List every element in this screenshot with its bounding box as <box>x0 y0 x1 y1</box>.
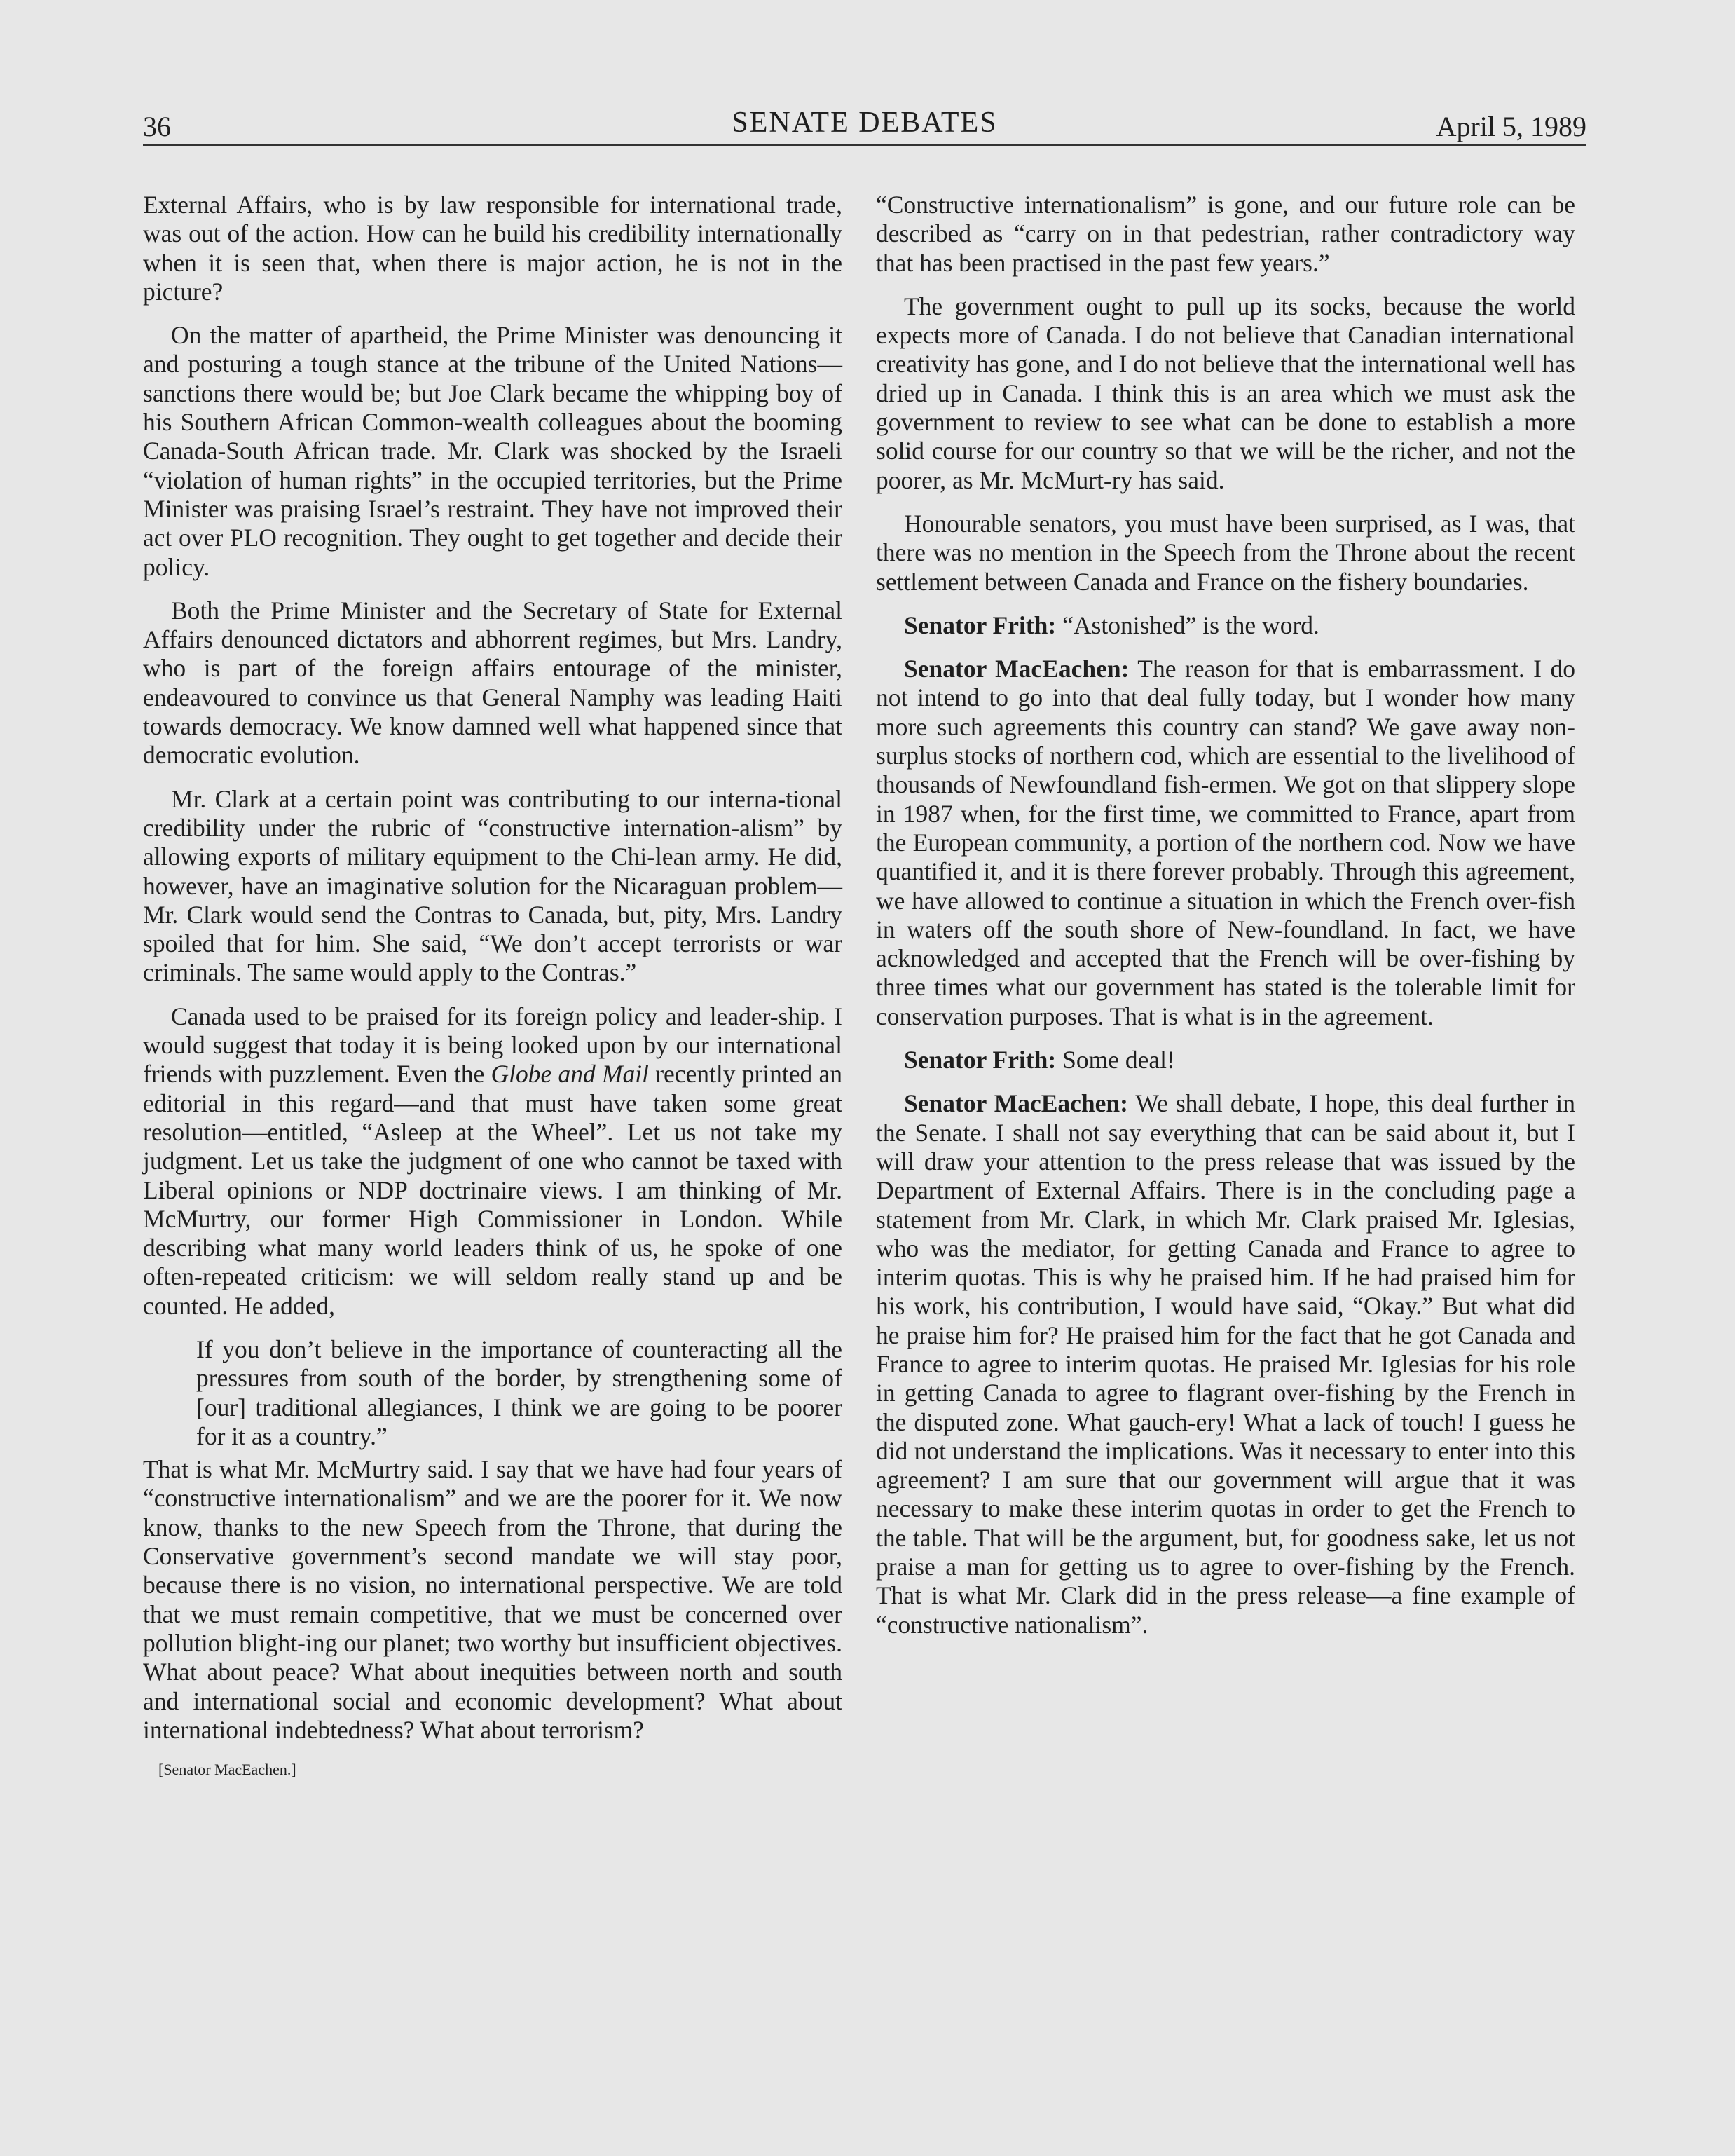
paragraph: The government ought to pull up its socks, because the world expects more of Canada. I do not believe that Canadian international creativity has gone, and I do not believe that the international well has dried up in Canada. I think this is an area which we must ask the government to review to see what can be done to establish a more solid course for our country so that we will be the richer, and not the poorer, as Mr. McMurt-ry has said. <box>876 292 1575 494</box>
speaker-statement <box>876 1046 1575 1074</box>
paragraph: External Affairs, who is by law responsible for international trade, was out of the action. How can he build his credibility internationally when it is seen that, when there is major action, he is not in the picture? <box>143 191 842 306</box>
paragraph: Mr. Clark at a certain point was contributing to our interna-tional credibility under the rubric of “constructive internation-alism” by allowing exports of military equipment to the Chi-lean army. He did, however, have an imaginative solution for the Nicaraguan problem—Mr. Clark would send the Contras to Canada, but, pity, Mrs. Landry spoiled that for him. She said, “We don’t accept terrorists or war criminals. The same would apply to the Contras.” <box>143 784 842 987</box>
paragraph: Honourable senators, you must have been surprised, as I was, that there was no mention in the Speech from the Throne about the recent settlement between Canada and France on the fishery boundaries. <box>876 509 1575 596</box>
statement-text: “Astonished” is the word. <box>1056 610 1319 639</box>
block-quote <box>196 1335 842 1451</box>
left-column <box>143 191 842 1780</box>
right-column <box>876 191 1575 1654</box>
issue-date: April 5, 1989 <box>1436 111 1586 142</box>
header-rule <box>143 144 1586 146</box>
paragraph: That is what Mr. McMurtry said. I say that we have had four years of “constructive internationalism” and we are the poorer for it. We now know, thanks to the new Speech from the Throne, that during the Conservative government’s second mandate we will stay poor, because there is no vision, no international perspective. We are told that we must remain competitive, that we must be concerned over pollution blight-ing our planet; two worthy but insufficient objectives. What about peace? What about inequities between north and south and international social and economic development? What about international indebtedness? What about terrorism? <box>143 1455 842 1744</box>
speaker-note: [Senator MacEachen.] <box>158 1761 296 1779</box>
speaker-statement <box>876 655 1575 1031</box>
speaker-name: Senator MacEachen: <box>904 655 1130 683</box>
statement-text: Some deal! <box>1056 1046 1175 1074</box>
paragraph: On the matter of apartheid, the Prime Minister was denouncing it and posturing a tough stance at the tribune of the United Nations—sanctions there would be; but Joe Clark became the whipping boy of his Southern African Common-wealth colleagues about the booming Canada-South African trade. Mr. Clark was shocked by the Israeli “violation of human rights” in the occupied territories, but the Prime Minister was praising Israel’s restraint. They have not improved their act over PLO recognition. They ought to get together and decide their policy. <box>143 321 842 581</box>
speaker-name: Senator MacEachen: <box>904 1089 1128 1118</box>
speaker-statement <box>876 611 1575 640</box>
paragraph: Both the Prime Minister and the Secretary of State for External Affairs denounced dictators and abhorrent regimes, but Mrs. Landry, who is part of the foreign affairs entourage of the minister, endeavoured to convince us that General Namphy was leading Haiti towards democracy. We know damned well what happened since that democratic evolution. <box>143 596 842 770</box>
quote-text: If you don’t believe in the importance of counteracting all the pressures from south of the border, by strengthening some of [our] traditional allegiances, I think we are going to be poorer for it as a country.” <box>196 1335 842 1450</box>
page-number: 36 <box>143 111 171 142</box>
publication-title: SENATE DEBATES <box>732 107 998 139</box>
newspaper-title: Globe and Mail <box>491 1060 649 1089</box>
paragraph <box>143 1002 842 1321</box>
page-header <box>143 102 1586 143</box>
paragraph-text: recently printed an editorial in this regard—and that must have taken some great resolution—entitled, “Asleep at the Wheel”. Let us not take my judgment. Let us take the judgment of one who cannot be taxed with Liberal opinions or NDP doctrinaire views. I am thinking of Mr. McMurtry, our former High Commissioner in London. While describing what many world leaders think of us, he spoke of one often-repeated criticism: we will seldom really stand up and be counted. He added, <box>143 1060 842 1320</box>
speaker-name: Senator Frith: <box>904 610 1057 639</box>
paragraph: “Constructive internationalism” is gone, and our future role can be described as “carry on in that pedestrian, rather contradictory way that has been practised in the past few years.” <box>876 191 1575 277</box>
paragraph-text: Canada used to be praised for its foreign policy and leader-ship. I would suggest that today it is being looked upon by our international friends with puzzlement. Even the <box>143 1002 842 1089</box>
statement-text: We shall debate, I hope, this deal further in the Senate. I shall not say everything that can be said about it, but I will draw your attention to the press release that was issued by the Department of External Affairs. There is in the concluding page a statement from Mr. Clark, in which Mr. Clark praised Mr. Iglesias, who was the mediator, for getting Canada and France to agree to interim quotas. This is why he praised him. If he had praised him for his work, his contribution, I would have said, “Okay.” But what did he praise him for? He praised him for the fact that he got Canada and France to agree to interim quotas. He praised Mr. Iglesias for his role in getting Canada to agree to flagrant over-fishing by the French in the disputed zone. What gauch-ery! What a lack of touch! I guess he did not understand the implications. Was it necessary to enter into this agreement? I am sure that our government will argue that it was necessary to make these interim quotas in order to get the French to the table. That will be the argument, but, for goodness sake, let us not praise a man for getting us to agree to over-fishing by the French. That is what Mr. Clark did in the press release—a fine example of “constructive nationalism”. <box>876 1089 1575 1639</box>
speaker-statement <box>876 1089 1575 1639</box>
statement-text: The reason for that is embarrassment. I do not intend to go into that deal fully today, but I wonder how many more such agreements this country can stand? We gave away non-surplus stocks of northern cod, which are essential to the livelihood of thousands of Newfoundland fish-ermen. We got on that slippery slope in 1987 when, for the first time, we committed to France, apart from the European community, a portion of the northern cod. Now we have quantified it, and it is there forever probably. Through this agreement, we have allowed to continue a situation in which the French over-fish in waters off the south shore of New-foundland. In fact, we have acknowledged and accepted that the French will be over-fishing by three times what our government has stated is the tolerable limit for conservation purposes. That is what is in the agreement. <box>876 655 1576 1030</box>
speaker-name: Senator Frith: <box>904 1046 1057 1074</box>
